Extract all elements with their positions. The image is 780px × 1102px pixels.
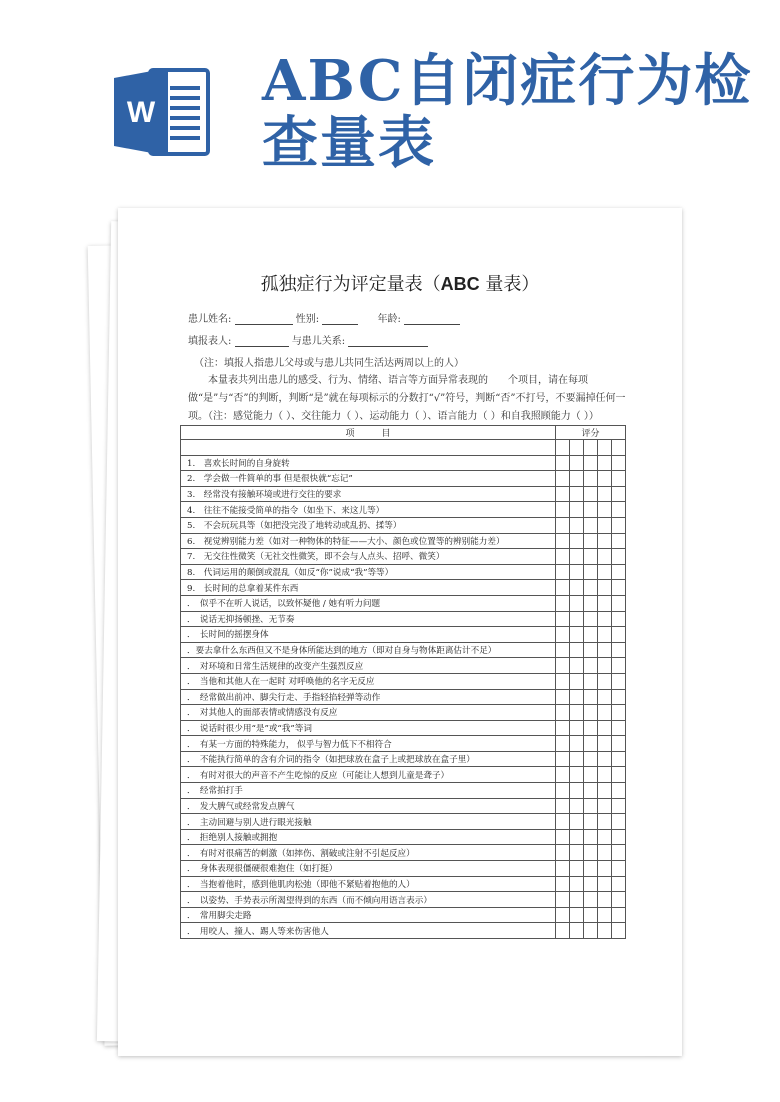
table-row [181, 673, 626, 689]
score-cell[interactable] [570, 736, 584, 752]
score-cell[interactable] [598, 486, 612, 502]
score-cell[interactable] [598, 829, 612, 845]
score-cell[interactable] [598, 642, 612, 658]
score-cell[interactable] [570, 876, 584, 892]
score-cell[interactable] [570, 814, 584, 830]
score-cell[interactable] [612, 829, 626, 845]
item-text: ． 长时间的摇摆身体 [181, 627, 556, 643]
document-title-abc: ABC [440, 274, 480, 294]
table-row [181, 533, 626, 549]
item-text: ． 有时对很大的声音不产生吃惊的反应（可能让人想到儿童是聋子） [181, 767, 556, 783]
item-text: ． 发大脾气或经常发点脾气 [181, 798, 556, 814]
table-row [181, 549, 626, 565]
score-cell[interactable] [612, 751, 626, 767]
item-text: ． 有某一方面的特殊能力， 似乎与智力低下不相符合 [181, 736, 556, 752]
score-cell[interactable] [556, 455, 570, 471]
document-page [118, 208, 682, 1056]
score-cell[interactable] [570, 595, 584, 611]
relation-label: 与患儿关系: [291, 336, 346, 347]
score-cell[interactable] [598, 595, 612, 611]
score-cell[interactable] [598, 673, 612, 689]
score-cell[interactable] [598, 705, 612, 721]
score-cell[interactable] [584, 611, 598, 627]
table-row [181, 829, 626, 845]
score-cell[interactable] [570, 455, 584, 471]
gender-field[interactable] [322, 314, 358, 325]
item-text: ． 似乎不在听人说话，以致怀疑他 / 她有听力问题 [181, 595, 556, 611]
score-cell[interactable] [598, 892, 612, 908]
table-row [181, 720, 626, 736]
score-cell[interactable] [612, 502, 626, 518]
score-cell[interactable] [570, 720, 584, 736]
score-cell[interactable] [556, 486, 570, 502]
table-row [181, 471, 626, 487]
item-text: 8. 代词运用的颠倒或混乱（如反“你”说成“我”等等） [181, 564, 556, 580]
score-cell[interactable] [556, 471, 570, 487]
age-label: 年龄: [377, 314, 401, 325]
score-cell[interactable] [584, 502, 598, 518]
score-cell[interactable] [612, 720, 626, 736]
table-row [181, 751, 626, 767]
score-cell[interactable] [570, 533, 584, 549]
score-cell[interactable] [556, 533, 570, 549]
score-cell[interactable] [570, 642, 584, 658]
score-cell[interactable] [584, 517, 598, 533]
score-cell[interactable] [584, 876, 598, 892]
score-cell[interactable] [584, 907, 598, 923]
item-text: ． 说话无抑扬顿挫、无节奏 [181, 611, 556, 627]
table-header-row [181, 426, 626, 440]
score-cell[interactable] [570, 658, 584, 674]
score-cell[interactable] [612, 767, 626, 783]
score-cell[interactable] [612, 736, 626, 752]
score-cell[interactable] [556, 611, 570, 627]
document-title-suffix: 量表） [479, 274, 540, 295]
table-row [181, 876, 626, 892]
score-cell[interactable] [584, 783, 598, 799]
table-row [181, 564, 626, 580]
score-cell[interactable] [584, 720, 598, 736]
score-cell[interactable] [612, 907, 626, 923]
header-item: 项 目 [181, 426, 556, 440]
score-cell[interactable] [612, 486, 626, 502]
table-row [181, 689, 626, 705]
score-cell[interactable] [598, 907, 612, 923]
score-cell[interactable] [570, 907, 584, 923]
item-text: ． 对环境和日常生活规律的改变产生强烈反应 [181, 658, 556, 674]
score-cell[interactable] [612, 471, 626, 487]
score-cell[interactable] [584, 549, 598, 565]
item-text: ． 有时对很痛苦的刺激（如摔伤、割破或注射不引起反应） [181, 845, 556, 861]
table-row [181, 595, 626, 611]
score-cell[interactable] [556, 736, 570, 752]
item-text: ． 拒绝别人接触或拥抱 [181, 829, 556, 845]
table-row [181, 907, 626, 923]
score-cell[interactable] [584, 814, 598, 830]
informant-note: （注：填报人指患儿父母或与患儿共同生活达两周以上的人） [194, 358, 464, 369]
item-text: 7. 无交往性微笑（无社交性微笑，即不会与人点头、招呼、微笑） [181, 549, 556, 565]
table-row [181, 611, 626, 627]
score-cell[interactable] [570, 486, 584, 502]
child-info-line [188, 310, 460, 325]
score-cell[interactable] [556, 642, 570, 658]
document-title-prefix: 孤独症行为评定量表（ [260, 274, 441, 295]
score-cell[interactable] [598, 611, 612, 627]
table-row [181, 517, 626, 533]
score-cell[interactable] [584, 595, 598, 611]
table-row [181, 845, 626, 861]
table-row [181, 502, 626, 518]
score-cell[interactable] [570, 549, 584, 565]
score-cell[interactable] [598, 720, 612, 736]
score-cell[interactable] [556, 814, 570, 830]
item-text: 4. 往往不能接受简单的指令（如坐下、来这儿等） [181, 502, 556, 518]
score-cell[interactable] [598, 627, 612, 643]
score-cell[interactable] [570, 564, 584, 580]
score-cell[interactable] [612, 689, 626, 705]
score-cell[interactable] [584, 471, 598, 487]
score-cell[interactable] [598, 814, 612, 830]
table-row [181, 658, 626, 674]
score-cell[interactable] [556, 580, 570, 596]
score-cell[interactable] [556, 751, 570, 767]
score-cell[interactable] [556, 549, 570, 565]
table-row [181, 486, 626, 502]
score-cell[interactable] [570, 783, 584, 799]
cover-title: ABC自闭症行为检查量表 [262, 48, 753, 176]
score-cell[interactable] [598, 751, 612, 767]
score-cell[interactable] [612, 533, 626, 549]
score-cell[interactable] [598, 440, 612, 456]
score-cell[interactable] [612, 673, 626, 689]
score-cell[interactable] [598, 502, 612, 518]
score-cell[interactable] [570, 767, 584, 783]
score-cell[interactable] [584, 736, 598, 752]
score-cell[interactable] [612, 705, 626, 721]
score-cell[interactable] [584, 673, 598, 689]
score-cell[interactable] [598, 876, 612, 892]
score-cell[interactable] [570, 471, 584, 487]
item-text: ．要去拿什么东西但又不是身体所能达到的地方（即对自身与物体距离估计不足） [181, 642, 556, 658]
score-cell[interactable] [570, 861, 584, 877]
score-cell[interactable] [612, 658, 626, 674]
score-cell[interactable] [570, 517, 584, 533]
item-text: ． 经常做出前冲、脚尖行走、手指轻掐轻弹等动作 [181, 689, 556, 705]
score-cell[interactable] [556, 876, 570, 892]
score-cell[interactable] [570, 627, 584, 643]
score-cell[interactable] [556, 658, 570, 674]
score-cell[interactable] [556, 705, 570, 721]
score-cell[interactable] [570, 689, 584, 705]
score-cell[interactable] [556, 798, 570, 814]
score-cell[interactable] [584, 892, 598, 908]
table-row [181, 861, 626, 877]
relation-field[interactable] [348, 336, 428, 347]
score-cell[interactable] [584, 751, 598, 767]
score-cell[interactable] [598, 564, 612, 580]
item-text: ． 经常拍打手 [181, 783, 556, 799]
score-cell[interactable] [556, 907, 570, 923]
score-cell[interactable] [612, 814, 626, 830]
score-cell[interactable] [570, 845, 584, 861]
score-cell[interactable] [584, 861, 598, 877]
item-text: ． 身体表现很僵硬很难抱住（如打挺） [181, 861, 556, 877]
score-cell[interactable] [570, 611, 584, 627]
age-field[interactable] [404, 314, 460, 325]
score-cell[interactable] [584, 533, 598, 549]
score-cell[interactable] [556, 502, 570, 518]
score-cell[interactable] [598, 517, 612, 533]
score-cell[interactable] [598, 783, 612, 799]
word-document-icon [112, 68, 212, 156]
score-cell[interactable] [556, 829, 570, 845]
score-cell[interactable] [612, 549, 626, 565]
item-text [181, 440, 556, 456]
item-text: 5. 不会玩玩具等（如把没完没了地转动或乱扔、揉等） [181, 517, 556, 533]
score-cell[interactable] [584, 689, 598, 705]
score-cell[interactable] [612, 783, 626, 799]
score-cell[interactable] [598, 736, 612, 752]
score-cell[interactable] [570, 798, 584, 814]
score-cell[interactable] [598, 845, 612, 861]
informant-line [188, 332, 428, 347]
item-text: ． 以姿势、手势表示所渴望得到的东西（而不倾向用语言表示） [181, 892, 556, 908]
score-cell[interactable] [556, 783, 570, 799]
score-cell[interactable] [598, 767, 612, 783]
item-text: ． 对其他人的面部表情或情感没有反应 [181, 705, 556, 721]
header-score: 评分 [556, 426, 626, 440]
gender-label: 性别: [295, 314, 320, 325]
score-cell[interactable] [570, 751, 584, 767]
score-cell[interactable] [584, 798, 598, 814]
child-name-field[interactable] [235, 314, 293, 325]
item-text: ． 当抱着他时，感到他肌肉松弛（即他不紧贴着抱他的人） [181, 876, 556, 892]
table-row [181, 440, 626, 456]
score-cell[interactable] [556, 767, 570, 783]
table-row [181, 923, 626, 939]
table-row [181, 455, 626, 471]
informant-field[interactable] [235, 336, 289, 347]
score-cell[interactable] [584, 705, 598, 721]
score-cell[interactable] [612, 627, 626, 643]
item-text: ． 当他和其他人在一起时 对呼唤他的名字无反应 [181, 673, 556, 689]
score-cell[interactable] [612, 564, 626, 580]
score-cell[interactable] [612, 861, 626, 877]
score-cell[interactable] [584, 580, 598, 596]
score-cell[interactable] [598, 923, 612, 939]
score-cell[interactable] [556, 564, 570, 580]
item-text: ． 不能执行简单的含有介词的指令（如把球放在盒子上或把球放在盒子里） [181, 751, 556, 767]
score-cell[interactable] [556, 923, 570, 939]
score-cell[interactable] [598, 658, 612, 674]
score-cell[interactable] [570, 502, 584, 518]
score-cell[interactable] [598, 455, 612, 471]
score-cell[interactable] [612, 845, 626, 861]
score-cell[interactable] [570, 580, 584, 596]
table-row [181, 798, 626, 814]
score-cell[interactable] [612, 455, 626, 471]
table-row [181, 736, 626, 752]
score-cell[interactable] [570, 923, 584, 939]
score-cell[interactable] [612, 517, 626, 533]
score-cell[interactable] [556, 673, 570, 689]
score-cell[interactable] [570, 705, 584, 721]
score-cell[interactable] [584, 455, 598, 471]
item-text: 2. 学会做一件简单的事 但是很快就“忘记” [181, 471, 556, 487]
item-text: ． 主动回避与别人进行眼光接触 [181, 814, 556, 830]
child-name-label: 患儿姓名: [188, 314, 232, 325]
score-cell[interactable] [598, 798, 612, 814]
instruction-paragraph: 本量表共列出患儿的感受、行为、情绪、语言等方面异常表现的 个项目，请在每项做“是”与“否”的判断，判断“是”就在每项标示的分数打“√”符号，判断“否”不打号，不要漏掉任何一项。（注：感觉能力（ ）、交往能力（ ）、运动能力（ ）、语言能力（ ）和自我照顾能力（ ）） [188, 375, 626, 422]
score-cell[interactable] [556, 440, 570, 456]
item-text: ． 常用脚尖走路 [181, 907, 556, 923]
score-cell[interactable] [570, 440, 584, 456]
score-cell[interactable] [598, 549, 612, 565]
score-cell[interactable] [570, 892, 584, 908]
item-text: 9. 长时间的总拿着某件东西 [181, 580, 556, 596]
table-row [181, 892, 626, 908]
table-row [181, 767, 626, 783]
score-cell[interactable] [612, 595, 626, 611]
item-text: ． 用咬人、撞人、踢人等来伤害他人 [181, 923, 556, 939]
score-cell[interactable] [584, 642, 598, 658]
score-cell[interactable] [584, 440, 598, 456]
score-cell[interactable] [598, 533, 612, 549]
score-cell[interactable] [556, 720, 570, 736]
score-cell[interactable] [598, 471, 612, 487]
score-cell[interactable] [556, 627, 570, 643]
score-cell[interactable] [612, 892, 626, 908]
score-cell[interactable] [584, 564, 598, 580]
score-cell[interactable] [598, 580, 612, 596]
table-row [181, 705, 626, 721]
score-cell[interactable] [584, 627, 598, 643]
score-cell[interactable] [612, 580, 626, 596]
table-row [181, 783, 626, 799]
svg-text:W: W [126, 96, 156, 129]
table-row [181, 627, 626, 643]
score-cell[interactable] [612, 440, 626, 456]
score-cell[interactable] [556, 845, 570, 861]
score-cell[interactable] [598, 689, 612, 705]
table-row [181, 580, 626, 596]
score-cell[interactable] [570, 829, 584, 845]
score-cell[interactable] [612, 876, 626, 892]
score-cell[interactable] [612, 798, 626, 814]
score-cell[interactable] [584, 767, 598, 783]
score-cell[interactable] [584, 845, 598, 861]
score-cell[interactable] [556, 517, 570, 533]
item-text: 3. 经常没有接触环境或进行交往的要求 [181, 486, 556, 502]
score-cell[interactable] [584, 658, 598, 674]
score-cell[interactable] [598, 861, 612, 877]
score-cell[interactable] [612, 611, 626, 627]
item-text: ． 说话时很少用“是”或“我”等词 [181, 720, 556, 736]
informant-label: 填报表人: [188, 336, 232, 347]
item-text: 1. 喜欢长时间的自身旋转 [181, 455, 556, 471]
item-text: 6. 视觉辨别能力差（如对一种物体的特征——大小、颜色或位置等的辨别能力差） [181, 533, 556, 549]
document-title [118, 270, 682, 296]
score-cell[interactable] [584, 486, 598, 502]
score-cell[interactable] [556, 861, 570, 877]
rating-table [180, 425, 626, 939]
score-cell[interactable] [584, 923, 598, 939]
score-cell[interactable] [612, 923, 626, 939]
table-row [181, 642, 626, 658]
score-cell[interactable] [556, 689, 570, 705]
score-cell[interactable] [612, 642, 626, 658]
table-row [181, 814, 626, 830]
score-cell[interactable] [556, 892, 570, 908]
score-cell[interactable] [556, 595, 570, 611]
score-cell[interactable] [570, 673, 584, 689]
score-cell[interactable] [584, 829, 598, 845]
